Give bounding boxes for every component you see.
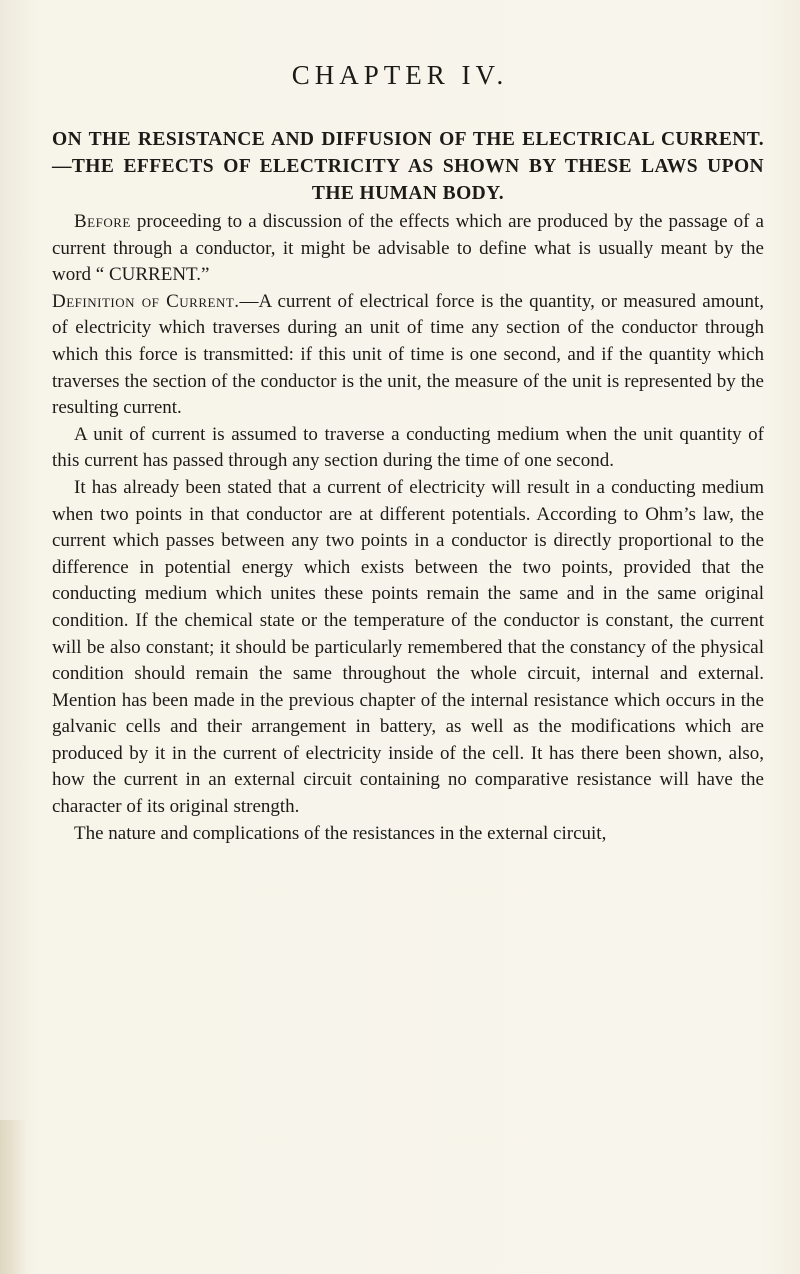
paragraph-4: It has already been stated that a current of electricity will result in a conducting medium when two points in that conductor are at different potentials. According to Ohm’s law, the current which passes between any two points in a conductor is directly proportional to the difference in potential energy which exists between the two points, provided that the conducting medium which unites these points remain the same and in the same original condition. If the chemical state or the temperature of the conductor is constant, the current will be also constant; it should be particularly remembered that the constancy of the physical condition should remain the same throughout the whole circuit, internal and external. Mention has been made in the previous chapter of the internal resistance which occurs in the galvanic cells and their arrangement in battery, as well as the modifications which are produced by it in the current of electricity inside of the cell. It has there been shown, also, how the current in an external circuit containing no comparative resistance will have the character of its original strength. <box>52 476 764 818</box>
paragraph-5: The nature and complications of the resistances in the external circuit, <box>74 822 607 844</box>
paragraph-1 <box>52 209 764 289</box>
paragraph-2-lead: Definition of Current. <box>52 290 240 312</box>
body-text <box>52 209 764 847</box>
paragraph-3: A unit of current is assumed to traverse a conducting medium when the unit quantity of this current has passed through any section during the time of one second. <box>52 423 764 472</box>
page-shadow <box>0 1120 26 1274</box>
chapter-title: CHAPTER IV. <box>291 60 509 90</box>
paragraph-2-text: —A current of electrical force is the quantity, or measured amount, of electricity which traverses during an unit of time any section of the conductor through which this force is transmitted: if this unit of time is one second, and if the quantity which traverses the section of the conductor is the unit, the measure of the unit is represented by the resulting current. <box>52 290 764 419</box>
paragraph-2 <box>52 289 764 422</box>
chapter-heading: ON THE RESISTANCE AND DIFFUSION OF THE ELECTRICAL CURRENT.—THE EFFECTS OF ELECTRICITY AS SHOWN BY THESE LAWS UPON THE HUMAN BODY. <box>52 129 764 204</box>
paragraph-1-lead: Before <box>74 211 131 232</box>
paragraph-1-text: proceeding to a discussion of the effects which are produced by the passage of a current through a conductor, it might be advisable to define what is usually meant by the word “ CURRENT.” <box>52 211 764 286</box>
